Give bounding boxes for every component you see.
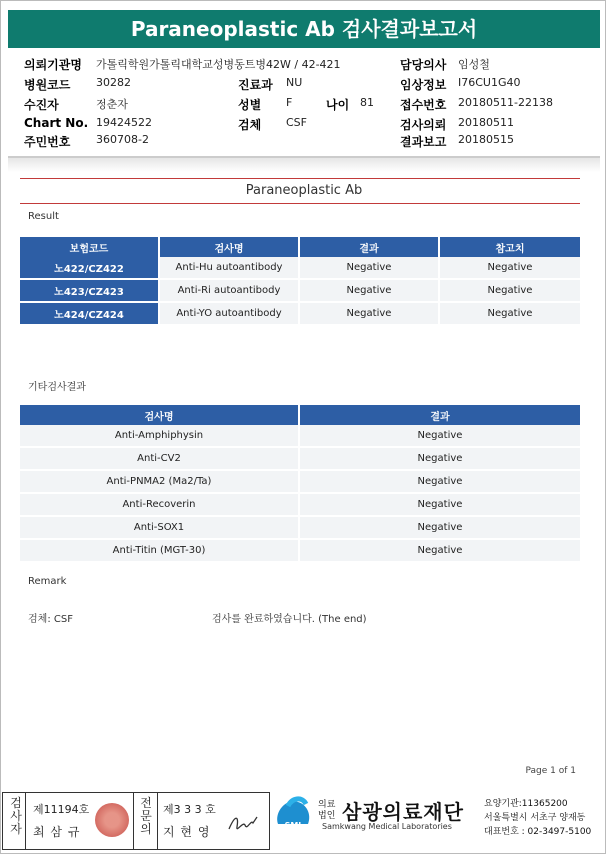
other-tests-label: 기타검사결과 xyxy=(28,382,86,393)
doctor-license: 제3 3 3 호 xyxy=(163,803,216,816)
insurance-code: 노423/CZ423 xyxy=(20,280,160,303)
org-name-en: Samkwang Medical Laboratories xyxy=(322,822,452,831)
info-clinical: 임상정보 I76CU1G40 xyxy=(400,76,521,92)
tester-name: 최 삼 규 xyxy=(33,825,81,839)
remark-specimen: 검체: CSF xyxy=(28,614,73,625)
org-address: 서울특별시 서초구 양재동 xyxy=(484,813,586,823)
info-patient: 수진자 정춘자 xyxy=(24,98,128,112)
col-header: 참고치 xyxy=(440,237,582,257)
test-name: Anti-CV2 xyxy=(20,448,300,471)
col-header: 검사명 xyxy=(20,405,300,425)
test-name: Anti-PNMA2 (Ma2/Ta) xyxy=(20,471,300,494)
sml-logo-icon xyxy=(272,794,316,838)
signature-box xyxy=(2,792,270,850)
col-header: 보험코드 xyxy=(20,237,160,257)
test-name: Anti-SOX1 xyxy=(20,517,300,540)
org-name: 삼광의료재단 xyxy=(342,800,464,824)
info-age: 나이 81 xyxy=(326,96,374,112)
table-row xyxy=(20,494,582,517)
test-result: Negative xyxy=(300,471,582,494)
info-resident-no: 주민번호 360708-2 xyxy=(24,133,149,149)
divider xyxy=(157,793,158,849)
test-name: Anti-Amphiphysin xyxy=(20,425,300,448)
corp-type: 의료법인 xyxy=(318,800,336,821)
table-row xyxy=(20,471,582,494)
info-hospital: 의뢰기관명 가톨릭학원가톨릭대학교성병동트병42W / 42-421 xyxy=(24,58,341,72)
red-rule-top xyxy=(20,178,580,179)
test-result: Negative xyxy=(300,448,582,471)
test-result: Negative xyxy=(300,257,440,280)
doctor-name: 지 현 영 xyxy=(163,825,211,839)
table-row xyxy=(20,517,582,540)
footer xyxy=(0,790,608,852)
test-name: Anti-Recoverin xyxy=(20,494,300,517)
remark-label: Remark xyxy=(28,576,67,587)
table-row xyxy=(20,257,582,280)
report-title: Paraneoplastic Ab 검사결과보고서 xyxy=(8,10,600,48)
institution-code: 요양기관:11365200 xyxy=(484,799,568,809)
result-table xyxy=(20,237,582,326)
other-header-row xyxy=(20,405,582,425)
doctor-label: 전문의 xyxy=(140,796,152,836)
test-name: Anti-YO autoantibody xyxy=(160,303,300,326)
result-header-row xyxy=(20,237,582,257)
table-row xyxy=(20,303,582,326)
test-result: Negative xyxy=(300,425,582,448)
result-label: Result xyxy=(28,211,59,222)
info-doctor: 담당의사 임성철 xyxy=(400,58,490,72)
table-row xyxy=(20,448,582,471)
sml-logo-text: SML xyxy=(284,821,304,830)
test-name: Anti-Titin (MGT-30) xyxy=(20,540,300,563)
info-chart-no: Chart No. 19424522 xyxy=(24,116,152,130)
other-tests-table xyxy=(20,405,582,563)
test-name: Anti-Hu autoantibody xyxy=(160,257,300,280)
info-sex: 성별 F xyxy=(238,96,293,112)
red-rule-bottom xyxy=(20,203,580,204)
col-header: 검사명 xyxy=(160,237,300,257)
divider xyxy=(133,793,134,849)
test-result: Negative xyxy=(300,303,440,326)
reference-value: Negative xyxy=(440,303,582,326)
test-result: Negative xyxy=(300,540,582,563)
test-result: Negative xyxy=(300,494,582,517)
info-report-date: 결과보고 20180515 xyxy=(400,133,514,149)
seal-stamp xyxy=(95,803,129,837)
info-specimen: 검체 CSF xyxy=(238,116,307,132)
remark-note: 검사를 완료하였습니다. (The end) xyxy=(212,614,367,625)
reference-value: Negative xyxy=(440,257,582,280)
insurance-code: 노422/CZ422 xyxy=(20,257,160,280)
col-header: 결과 xyxy=(300,237,440,257)
test-name: Anti-Ri autoantibody xyxy=(160,280,300,303)
insurance-code: 노424/CZ424 xyxy=(20,303,160,326)
tester-license: 제11194호 xyxy=(33,803,90,816)
table-row xyxy=(20,425,582,448)
info-hospital-code: 병원코드 30282 xyxy=(24,76,131,92)
header-shadow xyxy=(8,158,600,172)
section-title: Paraneoplastic Ab xyxy=(245,183,363,198)
divider xyxy=(25,793,26,849)
info-department: 진료과 NU xyxy=(238,76,303,92)
info-request-date: 검사의뢰 20180511 xyxy=(400,116,514,132)
org-phone: 대표번호 : 02-3497-5100 xyxy=(484,827,592,837)
test-result: Negative xyxy=(300,280,440,303)
reference-value: Negative xyxy=(440,280,582,303)
page-number: Page 1 of 1 xyxy=(525,766,576,776)
table-row xyxy=(20,540,582,563)
doctor-signature xyxy=(225,811,263,837)
tester-label: 검사자 xyxy=(10,796,22,836)
info-receipt-no: 접수번호 20180511-22138 xyxy=(400,96,553,112)
test-result: Negative xyxy=(300,517,582,540)
table-row xyxy=(20,280,582,303)
col-header: 결과 xyxy=(300,405,582,425)
